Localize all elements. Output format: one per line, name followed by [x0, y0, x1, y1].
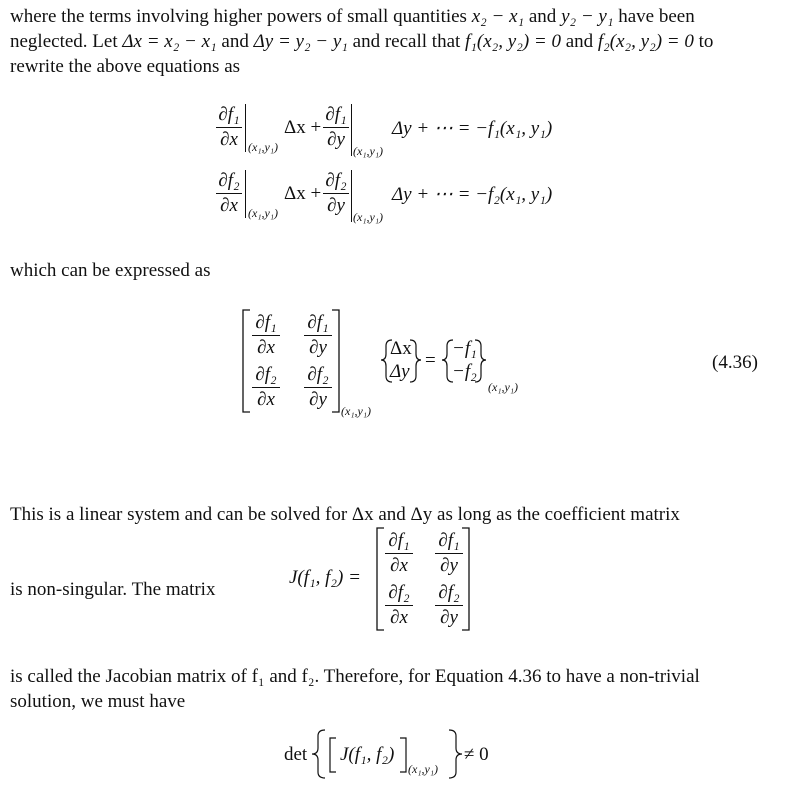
det-label: det — [284, 744, 308, 765]
jacobian-m22: ∂f₂ ∂y — [435, 582, 463, 629]
rhs-minus-f1: −f₁ — [452, 338, 477, 359]
rhs-eval-subscript: (x₁,y₁) — [488, 380, 518, 394]
jacobian-m12: ∂f₁ ∂y — [435, 530, 463, 577]
delta-y-definition: Δy = y₂ − y₁ — [253, 31, 348, 52]
linear-system-line-1: This is a linear system and can be solved for Δx and Δy as long as the coefficient matrix — [10, 504, 680, 525]
jacobian-paragraph — [10, 664, 758, 714]
intro-line-3: rewrite the above equations as — [10, 56, 241, 77]
delta-x-definition: Δx = x₂ − x₁ — [122, 31, 217, 52]
expressed-as-text: which can be expressed as — [10, 260, 211, 281]
jacobian-line-2: solution, we must have — [10, 691, 186, 712]
row2-eval-subscript-1: (x₁,y₁) — [248, 206, 278, 220]
row2-df2-dx-fraction: ∂f₂ ∂x — [216, 170, 242, 217]
row1-eval-subscript-2: (x₁,y₁) — [353, 144, 383, 158]
rhs-minus-f2: −f₂ — [452, 361, 477, 382]
row1-eval-subscript-1: (x₁,y₁) — [248, 140, 278, 154]
linear-system-line-2: is non-singular. The matrix — [10, 579, 216, 600]
x2-minus-x1: x₂ − x₁ — [471, 6, 525, 27]
row2-df2-dy-fraction: ∂f₂ ∂y — [323, 170, 349, 217]
matrix-m12: ∂f₁ ∂y — [304, 312, 332, 359]
det-eval-subscript: (x₁,y₁) — [408, 762, 438, 776]
det-inner-jacobian: J(f₁, f₂) — [340, 744, 395, 765]
jacobian-m21: ∂f₂ ∂x — [385, 582, 413, 629]
matrix-m11: ∂f₁ ∂x — [252, 312, 280, 359]
f2-zero-condition: f₂(x₂, y₂) = 0 — [597, 31, 694, 52]
jacobian-lhs: J(f₁, f₂) = — [289, 567, 361, 588]
row1-df1-dx-fraction: ∂f₁ ∂x — [216, 104, 242, 151]
row2-eval-subscript-2: (x₁,y₁) — [353, 210, 383, 224]
row2-delta-x-plus: Δx + — [284, 183, 322, 204]
vector-delta-x: Δx — [390, 338, 412, 359]
intro-line-1: where the terms involving higher powers of small quantities x₂ − x₁ and y₂ − y₁ have been — [10, 6, 695, 27]
matrix-eval-subscript: (x₁,y₁) — [341, 404, 371, 418]
vector-delta-y: Δy — [390, 361, 410, 382]
row2-rhs: Δy + ⋯ = −f₂(x₁, y₁) — [392, 184, 553, 205]
row1-rhs: Δy + ⋯ = −f₁(x₁, y₁) — [392, 118, 553, 139]
matrix-m22: ∂f₂ ∂y — [304, 364, 332, 411]
f1-zero-condition: f₁(x₂, y₂) = 0 — [465, 31, 561, 52]
det-not-equal-zero: ≠ 0 — [464, 744, 489, 765]
matrix-m21: ∂f₂ ∂x — [252, 364, 280, 411]
row1-delta-x-plus: Δx + — [284, 117, 322, 138]
y2-minus-y1: y₂ − y₁ — [561, 6, 614, 27]
equation-number: (4.36) — [712, 352, 758, 373]
linear-system-paragraph — [10, 452, 758, 627]
jacobian-m11: ∂f₁ ∂x — [385, 530, 413, 577]
intro-line-2: neglected. Let Δx = x₂ − x₁ and Δy = y₂ − y₁ and recall that f₁(x₂, y₂) = 0 and f₂(x₂, y₂) = 0 to — [10, 31, 714, 52]
jacobian-line-1: is called the Jacobian matrix of f₁ and f₂. Therefore, for Equation 4.36 to have a non-trivial — [10, 666, 700, 687]
row1-df1-dy-fraction: ∂f₁ ∂y — [323, 104, 349, 151]
matrix-equals-sign: = — [425, 350, 436, 371]
